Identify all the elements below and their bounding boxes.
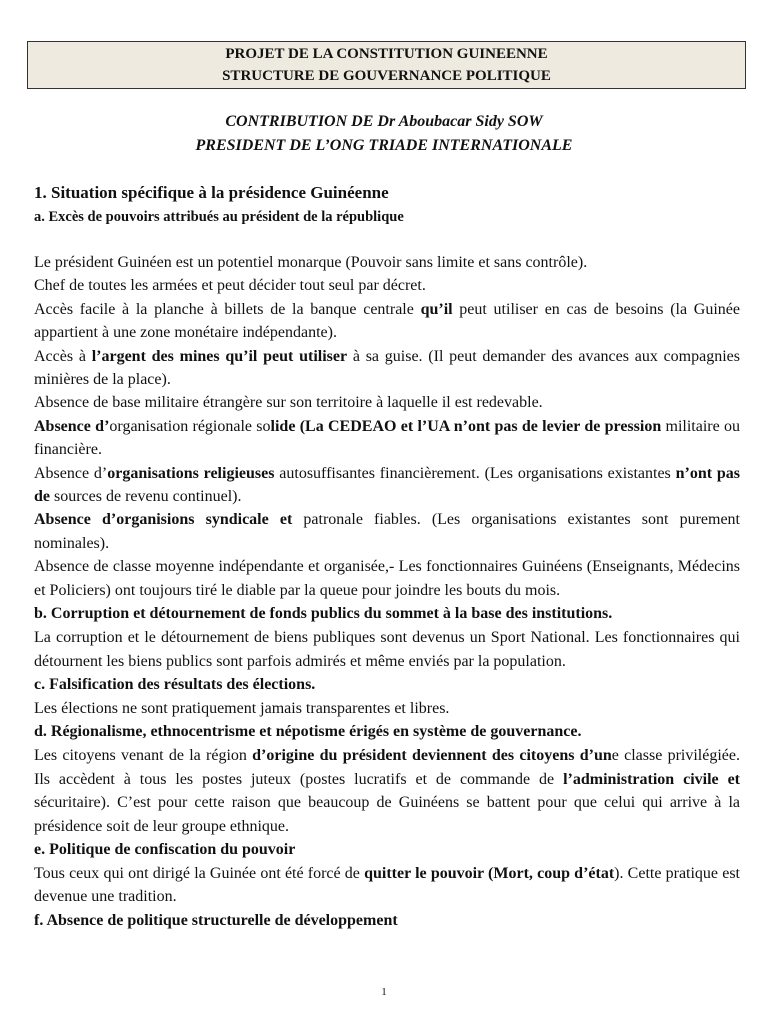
text: Accès facile à la planche à billets de la banque centrale <box>34 300 421 318</box>
text: Le président Guinéen est un potentiel monarque (Pouvoir sans limite et sans contrôle). <box>34 254 588 271</box>
paragraph <box>34 345 740 392</box>
subsection-e-heading: e. Politique de confiscation du pouvoir <box>34 840 296 858</box>
paragraph <box>34 555 740 602</box>
text: e classe privilégiée. Ils accèdent à tous les postes juteux (postes lucratifs et de commande de <box>34 747 741 788</box>
blank-line <box>34 228 740 251</box>
bold-text: n’ont pas de <box>34 464 741 506</box>
bold-text: lide (La CEDEAO et l’UA n’ont pas de levier de pression <box>270 417 662 435</box>
paragraph <box>34 744 740 838</box>
text: organisation régionale so <box>109 417 271 435</box>
text: Absence d’ <box>34 464 108 482</box>
paragraph: La corruption et le détournement de biens publiques sont devenus un Sport National. Les fonctionnaires qui détournent les biens publics sont parfois admirés et même enviés par la population. <box>34 629 740 670</box>
subsection-b-heading: b. Corruption et détournement de fonds publics du sommet à la base des institutions. <box>34 605 613 623</box>
document-title-line2: STRUCTURE DE GOUVERNANCE POLITIQUE <box>222 68 551 84</box>
contribution-block <box>0 110 768 158</box>
text: Les citoyens venant de la région <box>34 747 253 765</box>
paragraph <box>34 415 740 462</box>
text: Accès à <box>34 347 92 365</box>
subsection-d-heading: d. Régionalisme, ethnocentrisme et népotisme érigés en système de gouvernance. <box>34 723 582 741</box>
bold-text: quitter le pouvoir (Mort, coup d’état <box>364 864 615 882</box>
bold-text: Absence d’organisions syndicale et <box>34 511 293 529</box>
text: autosuffisantes financièrement. (Les organisations existantes <box>274 464 676 482</box>
document-title-line1: PROJET DE LA CONSTITUTION GUINEENNE <box>225 46 548 62</box>
text: Chef de toutes les armées et peut décider tout seul par décret. <box>34 277 426 295</box>
bold-text: qu’il <box>420 300 453 318</box>
text: sources de revenu continuel). <box>50 488 242 506</box>
bold-text: l’administration civile et <box>563 770 740 788</box>
contribution-role: PRESIDENT DE L’ONG TRIADE INTERNATIONALE <box>195 137 573 154</box>
text: militaire ou financière. <box>34 417 741 459</box>
document-body <box>34 180 740 933</box>
bold-text: d’origine du président deviennent des citoyens d’un <box>252 747 612 765</box>
paragraph <box>34 862 740 909</box>
text: Absence de classe moyenne indépendante et organisée,- Les fonctionnaires Guinéens (Enseignants, Médecins et Policiers) ont toujours tiré le diable par la queue pour joindre les bouts du mois. <box>34 558 740 599</box>
page-number: 1 <box>381 986 387 998</box>
paragraph <box>34 508 740 555</box>
bold-text: l’argent des mines qu’il peut utiliser <box>91 347 348 365</box>
text: ). Cette pratique est devenue une tradition. <box>34 864 740 906</box>
text: patronale fiables. (Les organisations existantes sont purement nominales). <box>34 511 740 552</box>
paragraph <box>34 462 740 509</box>
bold-text: Absence d’ <box>34 417 110 435</box>
paragraph <box>34 391 740 414</box>
subsection-f-heading: f. Absence de politique structurelle de développement <box>34 911 398 929</box>
text: sécuritaire). C’est pour cette raison que beaucoup de Guinéens se battent pour que celui qui arrive à la présidence soit de leur groupe ethnique. <box>34 794 740 835</box>
document-title-box <box>27 41 746 89</box>
paragraph <box>34 298 740 345</box>
paragraph <box>34 274 740 297</box>
section-1-heading: 1. Situation spécifique à la présidence Guinéenne <box>34 183 389 202</box>
subsection-c-heading: c. Falsification des résultats des élections. <box>34 675 316 693</box>
paragraph: Les élections ne sont pratiquement jamais transparentes et libres. <box>34 699 450 717</box>
subsection-a-heading: a. Excès de pouvoirs attribués au président de la république <box>34 209 404 225</box>
paragraph <box>34 251 740 274</box>
text: à sa guise. (Il peut demander des avances aux compagnies minières de la place). <box>34 347 740 389</box>
text: peut utiliser en cas de besoins (la Guinée appartient à une zone monétaire indépendante). <box>34 300 740 342</box>
bold-text: organisations religieuses <box>107 464 275 482</box>
text: Absence de base militaire étrangère sur son territoire à laquelle il est redevable. <box>34 394 543 412</box>
contribution-author: CONTRIBUTION DE Dr Aboubacar Sidy SOW <box>225 113 543 130</box>
text: Tous ceux qui ont dirigé la Guinée ont été forcé de <box>34 864 365 882</box>
